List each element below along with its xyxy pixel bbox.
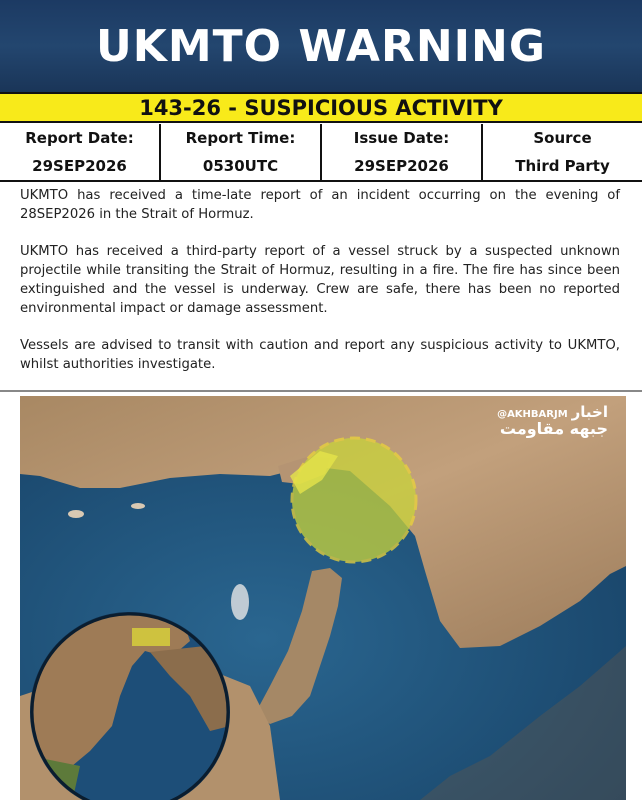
paragraph-incident-summary: UKMTO has received a time-late report of an incident occurring on the evening of 28SEP2026 in the Strait of Hormuz. [20, 188, 620, 222]
inset-highlight [132, 628, 170, 646]
issue-date-cell [322, 124, 483, 180]
report-date-label: Report Date: [25, 129, 134, 147]
incident-area-highlight [292, 438, 416, 562]
watermark-arabic-top: اخبار [571, 403, 608, 421]
paragraph-incident-details: UKMTO has received a third-party report of a vessel struck by a suspected unknown projectile while transiting the Strait of Hormuz, resulting in a fire. The fire has since been extinguished and the vessel is underway. Crew are safe, there has been no reported environmental impact or damage assessment. [20, 244, 620, 316]
issue-date-value: 29SEP2026 [354, 157, 449, 175]
report-body [20, 186, 620, 392]
page-title: UKMTO WARNING [96, 20, 546, 72]
source-value: Third Party [515, 157, 610, 175]
divider [0, 390, 642, 392]
issue-date-label: Issue Date: [353, 129, 450, 147]
cloud [231, 584, 249, 620]
report-time-cell [161, 124, 322, 180]
watermark [497, 402, 608, 438]
incident-title: 143-26 - SUSPICIOUS ACTIVITY [139, 95, 503, 120]
source-label: Source [533, 129, 592, 147]
header-bar [0, 0, 642, 92]
report-date-value: 29SEP2026 [32, 157, 127, 175]
report-meta-table [0, 124, 642, 182]
strait-of-hormuz-map [20, 396, 626, 800]
report-time-value: 0530UTC [202, 157, 279, 175]
satellite-map-image [20, 396, 626, 800]
watermark-handle: @AKHBARJM [497, 409, 568, 420]
island [68, 510, 84, 518]
report-date-cell [0, 124, 161, 180]
source-cell [483, 124, 642, 180]
report-time-label: Report Time: [185, 129, 296, 147]
island [131, 503, 145, 509]
watermark-arabic-bottom: جبهه مقاومت [499, 419, 608, 438]
incident-banner [0, 92, 642, 123]
paragraph-advisory: Vessels are advised to transit with caution and report any suspicious activity to UKMTO, whilst authorities investigate. [20, 338, 620, 372]
